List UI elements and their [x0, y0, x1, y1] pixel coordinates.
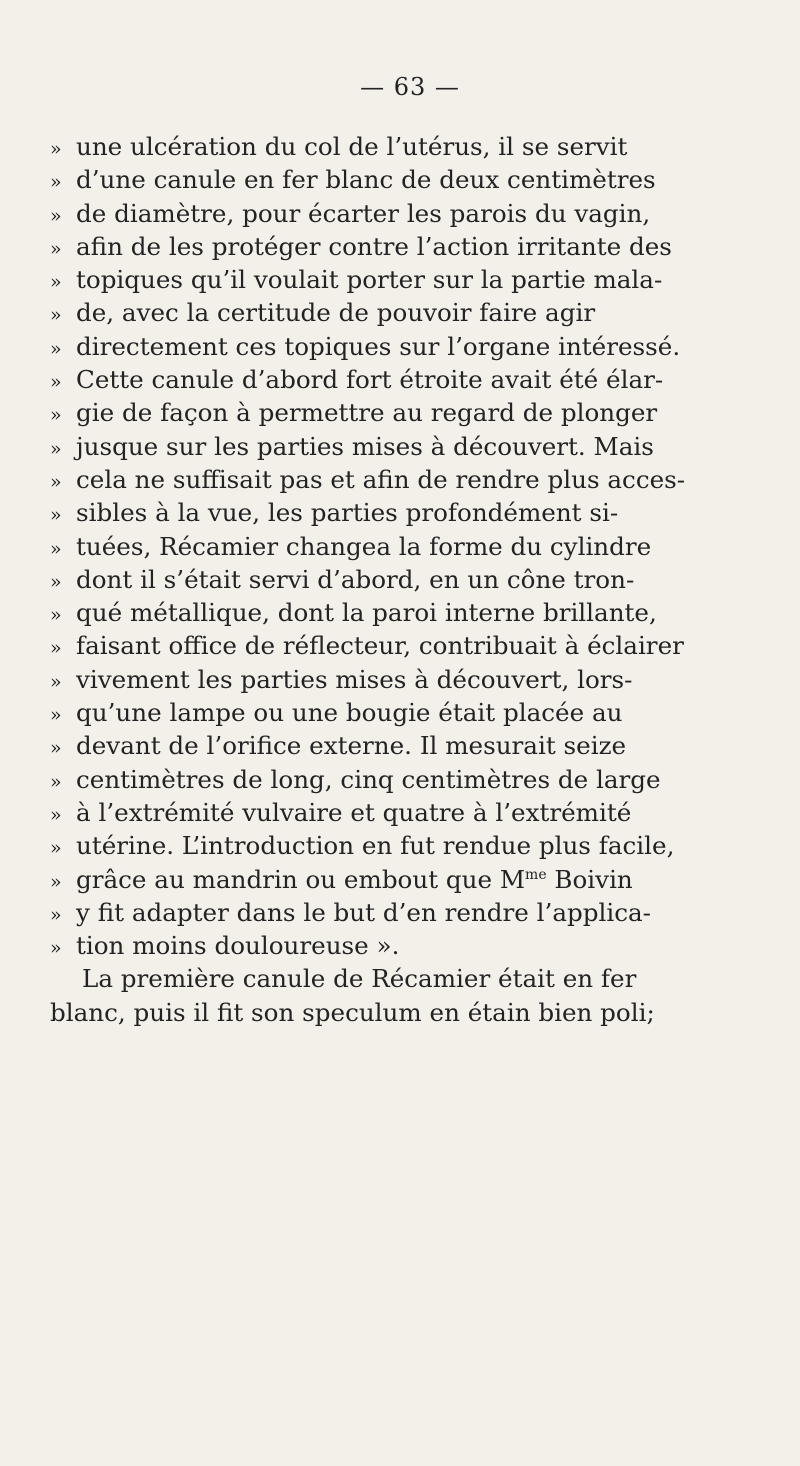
text-line: [50, 763, 700, 796]
line-text: qué métallique, dont la paroi interne brillante,: [76, 598, 657, 628]
line-text: afin de les protéger contre l’action irritante des: [76, 231, 672, 261]
text-line: [50, 330, 700, 363]
line-text: centimètres de long, cinq centimètres de large: [76, 764, 661, 794]
quote-mark: »: [50, 237, 62, 260]
line-text: grâce au mandrin ou embout que M: [76, 864, 526, 894]
quote-mark: »: [50, 271, 62, 294]
text-line: [50, 596, 700, 629]
text-line: [50, 896, 700, 929]
line-text: directement ces topiques sur l’organe intéressé.: [76, 331, 681, 361]
line-text: devant de l’orifice externe. Il mesurait seize: [76, 731, 627, 761]
text-line: [50, 130, 700, 163]
quote-mark: »: [50, 903, 62, 926]
line-text: tuées, Récamier changea la forme du cylindre: [76, 531, 652, 561]
text-line: [50, 530, 700, 563]
quote-mark: »: [50, 570, 62, 593]
line-text: de, avec la certitude de pouvoir faire agir: [76, 298, 596, 328]
text-line: [50, 163, 700, 196]
quote-mark: »: [50, 604, 62, 627]
text-line: [50, 263, 700, 296]
text-line: [50, 363, 700, 396]
line-text: sibles à la vue, les parties profondément si-: [76, 498, 619, 528]
paragraph-first-line: [50, 962, 700, 995]
text-line: [50, 230, 700, 263]
quote-mark: »: [50, 837, 62, 860]
quote-mark: »: [50, 404, 62, 427]
quote-mark: »: [50, 437, 62, 460]
line-text: utérine. L’introduction en fut rendue plus facile,: [76, 831, 675, 861]
quote-mark: »: [50, 704, 62, 727]
body-text: [0, 130, 700, 1029]
line-text: d’une canule en fer blanc de deux centimètres: [76, 165, 656, 195]
line-text: La première canule de Récamier était en fer: [82, 964, 637, 994]
quote-mark: »: [50, 803, 62, 826]
text-line: [50, 696, 700, 729]
line-text: tion moins douloureuse ».: [76, 931, 400, 961]
quote-mark: »: [50, 337, 62, 360]
quote-mark: »: [50, 371, 62, 394]
line-text: cela ne suffisait pas et afin de rendre plus acces-: [76, 464, 686, 494]
quote-mark: »: [50, 870, 62, 893]
line-text: Boivin: [546, 864, 633, 894]
line-text: blanc, puis il fit son speculum en étain bien poli;: [50, 997, 655, 1027]
line-text: gie de façon à permettre au regard de plonger: [76, 398, 658, 428]
quote-mark: »: [50, 171, 62, 194]
quote-mark: »: [50, 670, 62, 693]
superscript-abbreviation: me: [525, 866, 547, 883]
quote-mark: »: [50, 204, 62, 227]
text-line: [50, 396, 700, 429]
line-text: vivement les parties mises à découvert, lors-: [76, 664, 633, 694]
line-text: faisant office de réflecteur, contribuait à éclairer: [76, 631, 684, 661]
quote-mark: »: [50, 138, 62, 160]
page-number: — 63 —: [360, 73, 460, 101]
line-text: topiques qu’il voulait porter sur la partie mala-: [76, 265, 663, 295]
text-line: [50, 463, 700, 496]
line-text: à l’extrémité vulvaire et quatre à l’extrémité: [76, 797, 632, 827]
quote-mark: »: [50, 937, 62, 960]
text-line: [50, 197, 700, 230]
text-line: [50, 829, 700, 862]
line-text: une ulcération du col de l’utérus, il se servit: [76, 132, 628, 161]
text-line: [50, 430, 700, 463]
text-line: [50, 929, 700, 962]
quote-mark: »: [50, 304, 62, 327]
text-line: [50, 996, 700, 1029]
quote-mark: »: [50, 770, 62, 793]
text-line: [50, 296, 700, 329]
text-line: [50, 796, 700, 829]
text-line: [50, 863, 700, 896]
line-text: de diamètre, pour écarter les parois du vagin,: [76, 198, 651, 228]
line-text: y fit adapter dans le but d’en rendre l’applica-: [76, 897, 651, 927]
quote-mark: »: [50, 637, 62, 660]
text-line: [50, 663, 700, 696]
quote-mark: »: [50, 737, 62, 760]
line-text: jusque sur les parties mises à découvert. Mais: [76, 431, 654, 461]
text-line: [50, 629, 700, 662]
line-text: qu’une lampe ou une bougie était placée au: [76, 698, 623, 728]
line-text: Cette canule d’abord fort étroite avait été élar-: [76, 365, 664, 395]
text-line: [50, 729, 700, 762]
quote-mark: »: [50, 537, 62, 560]
line-text: dont il s’était servi d’abord, en un cône tron-: [76, 564, 635, 594]
quote-mark: »: [50, 504, 62, 527]
quote-mark: »: [50, 470, 62, 493]
text-line: [50, 496, 700, 529]
text-line: [50, 563, 700, 596]
